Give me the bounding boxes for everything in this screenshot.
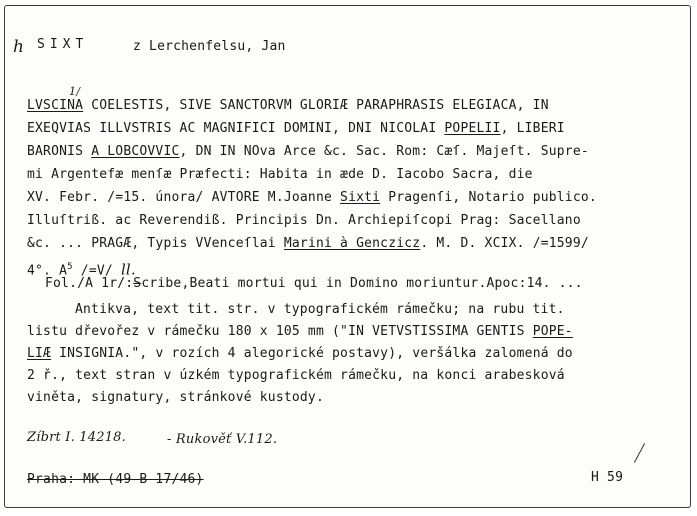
folio-struck-letter: S: [133, 276, 142, 291]
folio-incipit: cribe,Beati mortui qui in Domino moriuntur.Apoc:14. ...: [141, 276, 583, 291]
title-line-7: [27, 236, 589, 252]
description-line-2-a: listu dřevořez v rámečku 180 x 105 mm ("IN VETVSTISSIMA GENTIS: [27, 324, 533, 339]
title-line-3: [27, 144, 589, 160]
title-word-lvscina: LVSCINA: [27, 98, 84, 113]
title-line-3-a: BARONIS: [27, 144, 92, 159]
title-name-popelii: POPELII: [444, 121, 501, 136]
description-line-5: [27, 390, 324, 406]
description-line-3: [27, 346, 573, 362]
title-line-4: [27, 167, 533, 183]
author-surname: SIXT: [37, 37, 89, 52]
folio-line: [45, 276, 583, 292]
folio-label: Fol./A 1r/:: [45, 276, 134, 291]
title-line-6-text: Illuſtriß. ac Reverendiß. Principis Dn. Archiepiſcopi Prag: Sacellano: [27, 213, 581, 228]
reference-zibrt: Zíbrt I. 14218.: [27, 430, 126, 445]
format-rest: /=V/: [72, 263, 121, 279]
handwritten-leaves-note: ll.: [120, 260, 136, 279]
signature-superscript: 5: [67, 262, 73, 272]
title-line-2: [27, 121, 565, 137]
title-line-1-rest: COELESTIS, SIVE SANCTORVM GLORIÆ PARAPHRASIS ELEGIACA, IN: [83, 98, 549, 113]
title-line-4-text: mi Argentefæ menſæ Præfecti: Habita in æde D. Iacobo Sacra, die: [27, 167, 533, 182]
title-line-7-c: . M. D. XCIX. /=1599/: [420, 236, 589, 251]
title-line-5-a: XV. Febr. /=15. února/ AVTORE M.Joanne: [27, 190, 341, 205]
title-line-5: [27, 190, 597, 206]
reference-rukovet: - Rukověť V.112.: [167, 432, 278, 447]
description-line-4: [27, 368, 565, 384]
margin-handwritten-mark: h: [13, 37, 25, 57]
check-mark-icon: [634, 443, 645, 463]
title-line-3-c: , DN IN NOva Arce &c. Sac. Rom: Cæſ. Majeſt. Supre-: [179, 144, 589, 159]
title-line-5-c: Pragenſi, Notario publico.: [380, 190, 597, 205]
shelf-mark: H 59: [591, 470, 624, 485]
description-liae: LIÆ: [27, 346, 52, 361]
title-name-lobcovvic: A LOBCOVVIC: [91, 144, 180, 159]
description-line-3-b: INSIGNIA.", v rozích 4 alegorické postavy), veršálka zalomená do: [51, 346, 573, 361]
description-line-5-text: viněta, signatury, stránkové kustody.: [27, 390, 324, 405]
title-name-marini: Marini à Genczicz: [283, 236, 421, 251]
description-line-1: [75, 302, 565, 318]
description-line-2: [27, 324, 573, 340]
description-line-4-text: 2 ř., text stran v úzkém typografickém rámečku, na konci arabesková: [27, 368, 565, 383]
location-struck: Praha: MK (49 B 17/46): [27, 472, 204, 487]
catalog-card: [4, 5, 691, 508]
title-line-7-a: &c. ... PRAGÆ, Typis VVenceſlai: [27, 236, 284, 251]
author-name-rest: z Lerchenfelsu, Jan: [133, 39, 286, 54]
title-line-6: [27, 213, 581, 229]
description-line-1-text: Antikva, text tit. str. v typografickém rámečku; na rubu tit.: [75, 302, 565, 317]
description-pope: POPE-: [532, 324, 573, 339]
title-line-2-c: , LIBERI: [500, 121, 565, 136]
format-quarto: 4°. A: [27, 263, 68, 279]
title-line-1: [27, 98, 549, 114]
title-line-2-a: EXEQVIAS ILLVSTRIS AC MAGNIFICI DOMINI, DNI NICOLAI: [27, 121, 445, 136]
handwritten-correction-mark: 1/: [69, 85, 81, 98]
title-name-sixti: Sixti: [340, 190, 381, 205]
